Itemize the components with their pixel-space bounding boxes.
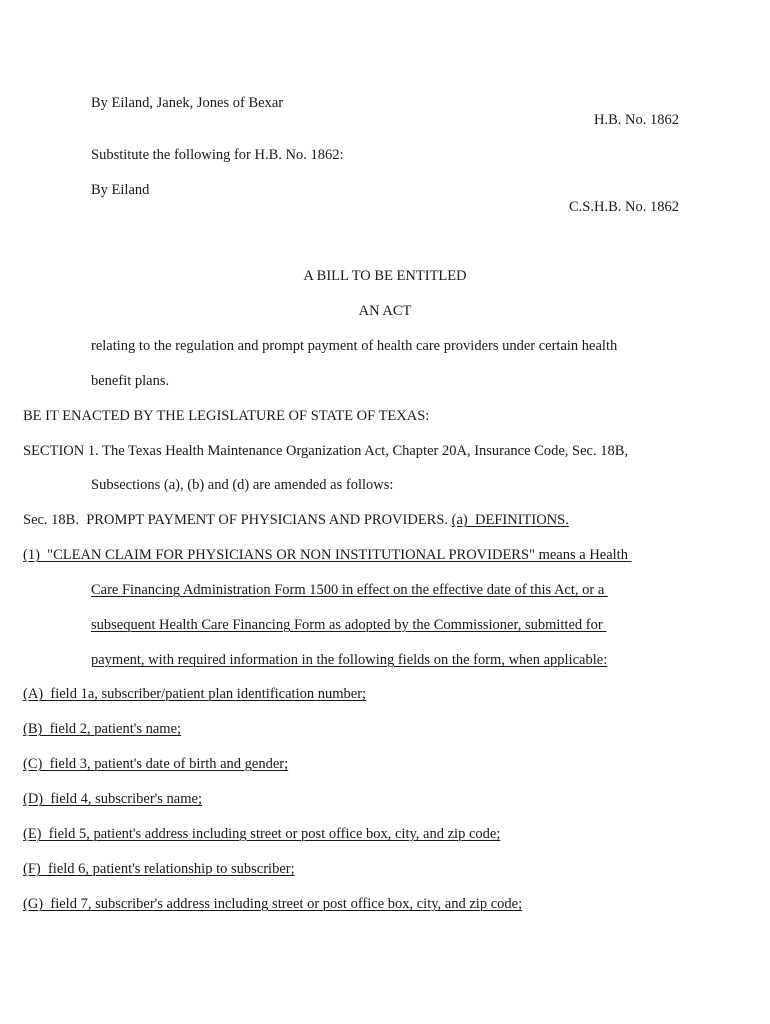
section-1-line-2: Subsections (a), (b) and (d) are amended as follows: (91, 477, 394, 493)
bill-number: H.B. No. 1862 (594, 112, 679, 128)
caption-line-2: benefit plans. (91, 373, 170, 389)
substitute-bill-number: C.S.H.B. No. 1862 (569, 199, 679, 215)
authors-line: By Eiland, Janek, Jones of Bexar (91, 95, 284, 111)
section-1-line-1: SECTION 1. The Texas Health Maintenance Organization Act, Chapter 20A, Insurance Code, Sec. 18B, (23, 443, 629, 459)
definition-1-line-4: payment, with required information in the following fields on the form, when applicable: (91, 652, 608, 668)
sec-18b-heading (23, 511, 569, 529)
definition-1-line-2: Care Financing Administration Form 1500 in effect on the effective date of this Act, or a (91, 582, 608, 598)
field-item-d: (D) field 4, subscriber's name; (23, 791, 202, 807)
field-item-e: (E) field 5, patient's address including street or post office box, city, and zip code; (23, 826, 501, 842)
field-item-a: (A) field 1a, subscriber/patient plan identification number; (23, 686, 367, 702)
bill-title: A BILL TO BE ENTITLED (303, 268, 467, 284)
definition-1-line-1: (1) "CLEAN CLAIM FOR PHYSICIANS OR NON INSTITUTIONAL PROVIDERS" means a Health (23, 547, 632, 563)
definition-1-line-3: subsequent Health Care Financing Form as adopted by the Commissioner, submitted for (91, 617, 607, 633)
field-item-b: (B) field 2, patient's name; (23, 721, 182, 737)
field-item-g: (G) field 7, subscriber's address including street or post office box, city, and zip code; (23, 896, 523, 912)
caption-line-1: relating to the regulation and prompt payment of health care providers under certain health (91, 338, 618, 354)
sec-18b-definitions-label: (a) DEFINITIONS. (451, 512, 569, 528)
field-item-c: (C) field 3, patient's date of birth and gender; (23, 756, 289, 772)
sec-18b-heading-text: Sec. 18B. PROMPT PAYMENT OF PHYSICIANS AND PROVIDERS. (23, 512, 452, 528)
field-item-f: (F) field 6, patient's relationship to subscriber; (23, 861, 295, 877)
an-act-heading: AN ACT (358, 303, 412, 319)
substitute-author: By Eiland (91, 182, 150, 198)
substitute-line: Substitute the following for H.B. No. 1862: (91, 147, 344, 163)
enacting-clause: BE IT ENACTED BY THE LEGISLATURE OF STATE OF TEXAS: (23, 408, 430, 424)
